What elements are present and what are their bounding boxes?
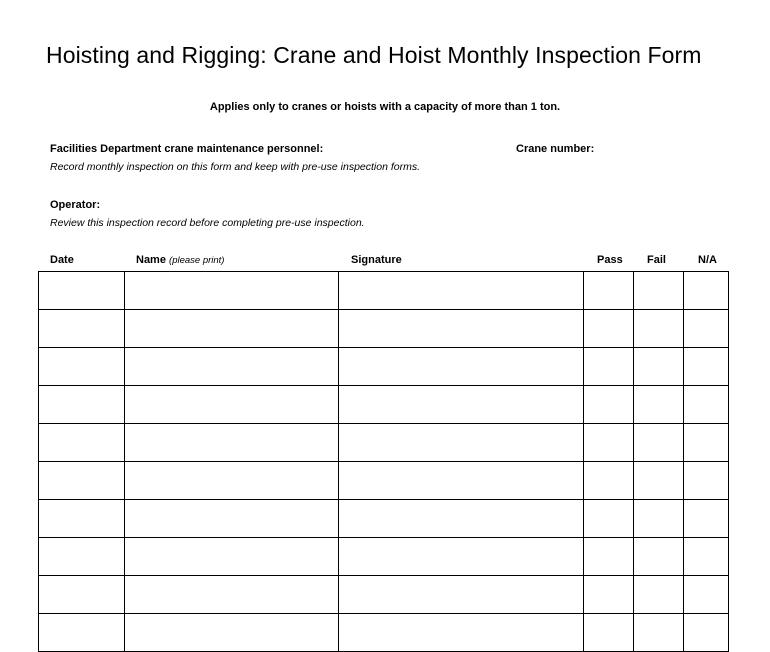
signature-cell[interactable] bbox=[339, 310, 584, 348]
date-cell[interactable] bbox=[39, 614, 125, 652]
form-title: Hoisting and Rigging: Crane and Hoist Monthly Inspection Form bbox=[46, 42, 702, 68]
name-cell[interactable] bbox=[125, 614, 339, 652]
fail-cell[interactable] bbox=[634, 576, 684, 614]
name-cell[interactable] bbox=[125, 538, 339, 576]
column-header-name bbox=[136, 254, 224, 266]
name-cell[interactable] bbox=[125, 462, 339, 500]
fail-cell[interactable] bbox=[634, 500, 684, 538]
column-header-name-label: Name bbox=[136, 254, 166, 266]
pass-cell[interactable] bbox=[584, 614, 634, 652]
signature-cell[interactable] bbox=[339, 348, 584, 386]
na-cell[interactable] bbox=[684, 424, 729, 462]
fail-cell[interactable] bbox=[634, 272, 684, 310]
column-header-pass: Pass bbox=[597, 254, 623, 266]
column-header-name-note: (please print) bbox=[169, 255, 225, 266]
name-cell[interactable] bbox=[125, 272, 339, 310]
operator-label: Operator: bbox=[50, 199, 101, 211]
signature-cell[interactable] bbox=[339, 424, 584, 462]
fail-cell[interactable] bbox=[634, 614, 684, 652]
inspection-table-body bbox=[39, 272, 729, 652]
maintenance-label: Facilities Department crane maintenance personnel: bbox=[50, 143, 324, 155]
column-header-date: Date bbox=[50, 254, 74, 266]
signature-cell[interactable] bbox=[339, 386, 584, 424]
na-cell[interactable] bbox=[684, 538, 729, 576]
table-row bbox=[39, 576, 729, 614]
date-cell[interactable] bbox=[39, 348, 125, 386]
na-cell[interactable] bbox=[684, 462, 729, 500]
fail-cell[interactable] bbox=[634, 386, 684, 424]
pass-cell[interactable] bbox=[584, 272, 634, 310]
signature-cell[interactable] bbox=[339, 614, 584, 652]
na-cell[interactable] bbox=[684, 386, 729, 424]
table-row bbox=[39, 538, 729, 576]
date-cell[interactable] bbox=[39, 538, 125, 576]
date-cell[interactable] bbox=[39, 272, 125, 310]
pass-cell[interactable] bbox=[584, 500, 634, 538]
date-cell[interactable] bbox=[39, 424, 125, 462]
inspection-table bbox=[38, 271, 729, 652]
pass-cell[interactable] bbox=[584, 310, 634, 348]
pass-cell[interactable] bbox=[584, 576, 634, 614]
table-row bbox=[39, 614, 729, 652]
date-cell[interactable] bbox=[39, 310, 125, 348]
table-row bbox=[39, 462, 729, 500]
na-cell[interactable] bbox=[684, 500, 729, 538]
fail-cell[interactable] bbox=[634, 310, 684, 348]
name-cell[interactable] bbox=[125, 576, 339, 614]
pass-cell[interactable] bbox=[584, 424, 634, 462]
signature-cell[interactable] bbox=[339, 538, 584, 576]
signature-cell[interactable] bbox=[339, 500, 584, 538]
na-cell[interactable] bbox=[684, 310, 729, 348]
column-header-signature: Signature bbox=[351, 254, 402, 266]
pass-cell[interactable] bbox=[584, 386, 634, 424]
column-header-na: N/A bbox=[698, 254, 717, 266]
crane-number-label: Crane number: bbox=[516, 143, 595, 155]
name-cell[interactable] bbox=[125, 500, 339, 538]
table-row bbox=[39, 424, 729, 462]
name-cell[interactable] bbox=[125, 348, 339, 386]
na-cell[interactable] bbox=[684, 348, 729, 386]
fail-cell[interactable] bbox=[634, 348, 684, 386]
signature-cell[interactable] bbox=[339, 462, 584, 500]
date-cell[interactable] bbox=[39, 462, 125, 500]
date-cell[interactable] bbox=[39, 576, 125, 614]
column-header-fail: Fail bbox=[647, 254, 666, 266]
na-cell[interactable] bbox=[684, 614, 729, 652]
fail-cell[interactable] bbox=[634, 462, 684, 500]
operator-instruction: Review this inspection record before completing pre-use inspection. bbox=[50, 217, 365, 229]
table-row bbox=[39, 386, 729, 424]
signature-cell[interactable] bbox=[339, 272, 584, 310]
maintenance-instruction: Record monthly inspection on this form and keep with pre-use inspection forms. bbox=[50, 161, 421, 173]
pass-cell[interactable] bbox=[584, 538, 634, 576]
name-cell[interactable] bbox=[125, 386, 339, 424]
pass-cell[interactable] bbox=[584, 348, 634, 386]
name-cell[interactable] bbox=[125, 424, 339, 462]
date-cell[interactable] bbox=[39, 500, 125, 538]
table-row bbox=[39, 348, 729, 386]
table-row bbox=[39, 310, 729, 348]
name-cell[interactable] bbox=[125, 310, 339, 348]
na-cell[interactable] bbox=[684, 576, 729, 614]
table-row bbox=[39, 500, 729, 538]
fail-cell[interactable] bbox=[634, 424, 684, 462]
fail-cell[interactable] bbox=[634, 538, 684, 576]
pass-cell[interactable] bbox=[584, 462, 634, 500]
table-row bbox=[39, 272, 729, 310]
date-cell[interactable] bbox=[39, 386, 125, 424]
form-subtitle: Applies only to cranes or hoists with a capacity of more than 1 ton. bbox=[209, 101, 561, 113]
na-cell[interactable] bbox=[684, 272, 729, 310]
signature-cell[interactable] bbox=[339, 576, 584, 614]
